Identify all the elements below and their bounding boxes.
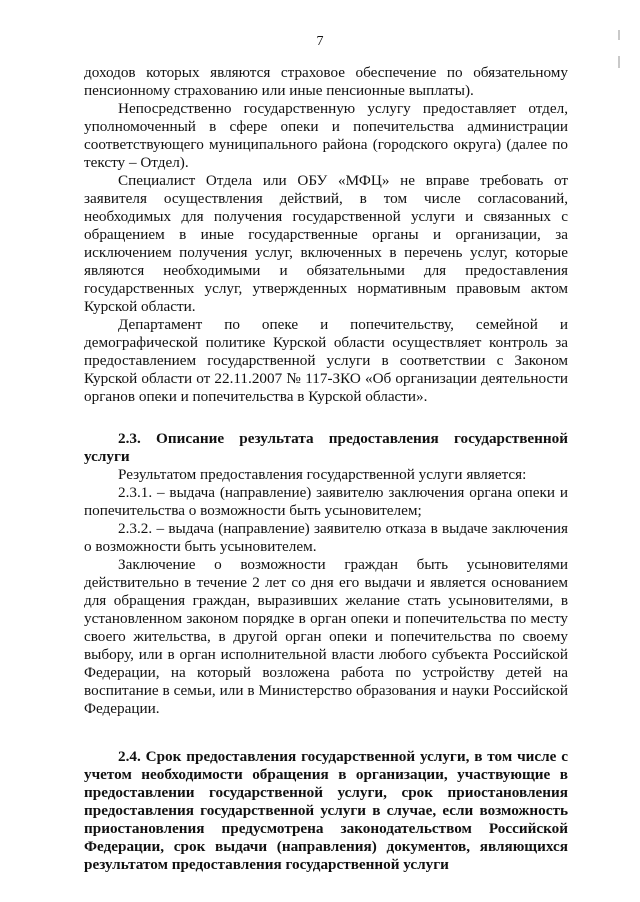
- document-body: [84, 64, 568, 874]
- paragraph: Результатом предоставления государственной услуги является:: [118, 466, 527, 483]
- paragraph: Заключение о возможности граждан быть усыновителями действительно в течение 2 лет со дня его выдачи и является основанием для обращения граждан, выразивших желание стать усыновителями, в установленном законом порядке в орган опеки и попечительства по месту своего жительства, в другой орган опеки и попечительства по своему выбору, или в орган исполнительной власти любого субъекта Российской Федерации, на который возложена работа по устройству детей на воспитание в семьи, или в Министерство образования и науки Российской Федерации.: [84, 556, 568, 717]
- paragraph: доходов которых являются страховое обеспечение по обязательному пенсионному страхованию или иные пенсионные выплаты).: [84, 64, 568, 99]
- scan-artifact: [618, 30, 620, 40]
- section-heading-2-4: 2.4. Срок предоставления государственной услуги, в том числе с учетом необходимости обращения в организации, участвующие в предоставлении государственной услуги, срок приостановления предоставления государственной услуги в случае, если возможность приостановления предусмотрена законодательством Российской Федерации, срок выдачи (направления) документов, являющихся результатом предоставления государственной услуги: [84, 748, 568, 873]
- paragraph: Департамент по опеке и попечительству, семейной и демографической политике Курской области осуществляет контроль за предоставлением государственной услуги в соответствии с Законом Курской области от 22.11.2007 № 117-ЗКО «Об организации деятельности органов опеки и попечительства в Курской области».: [84, 316, 568, 405]
- paragraph: 2.3.2. – выдача (направление) заявителю отказа в выдаче заключения о возможности быть усыновителем.: [84, 520, 568, 555]
- scan-artifact: [618, 56, 620, 68]
- section-heading-2-3: 2.3. Описание результата предоставления государственной услуги: [84, 430, 568, 465]
- paragraph: 2.3.1. – выдача (направление) заявителю заключения органа опеки и попечительства о возможности быть усыновителем;: [84, 484, 568, 519]
- paragraph: Специалист Отдела или ОБУ «МФЦ» не вправе требовать от заявителя осуществления действий, в том числе согласований, необходимых для получения государственной услуги и связанных с обращением в иные государственные органы и организации, за исключением получения услуг, включенных в перечень услуг, которые являются необходимыми и обязательными для предоставления государственных услуг, утвержденных нормативным правовым актом Курской области.: [84, 172, 568, 315]
- page-number: 7: [316, 34, 324, 49]
- paragraph: Непосредственно государственную услугу предоставляет отдел, уполномоченный в сфере опеки и попечительства администрации соответствующего муниципального района (городского округа) (далее по тексту – Отдел).: [84, 100, 568, 171]
